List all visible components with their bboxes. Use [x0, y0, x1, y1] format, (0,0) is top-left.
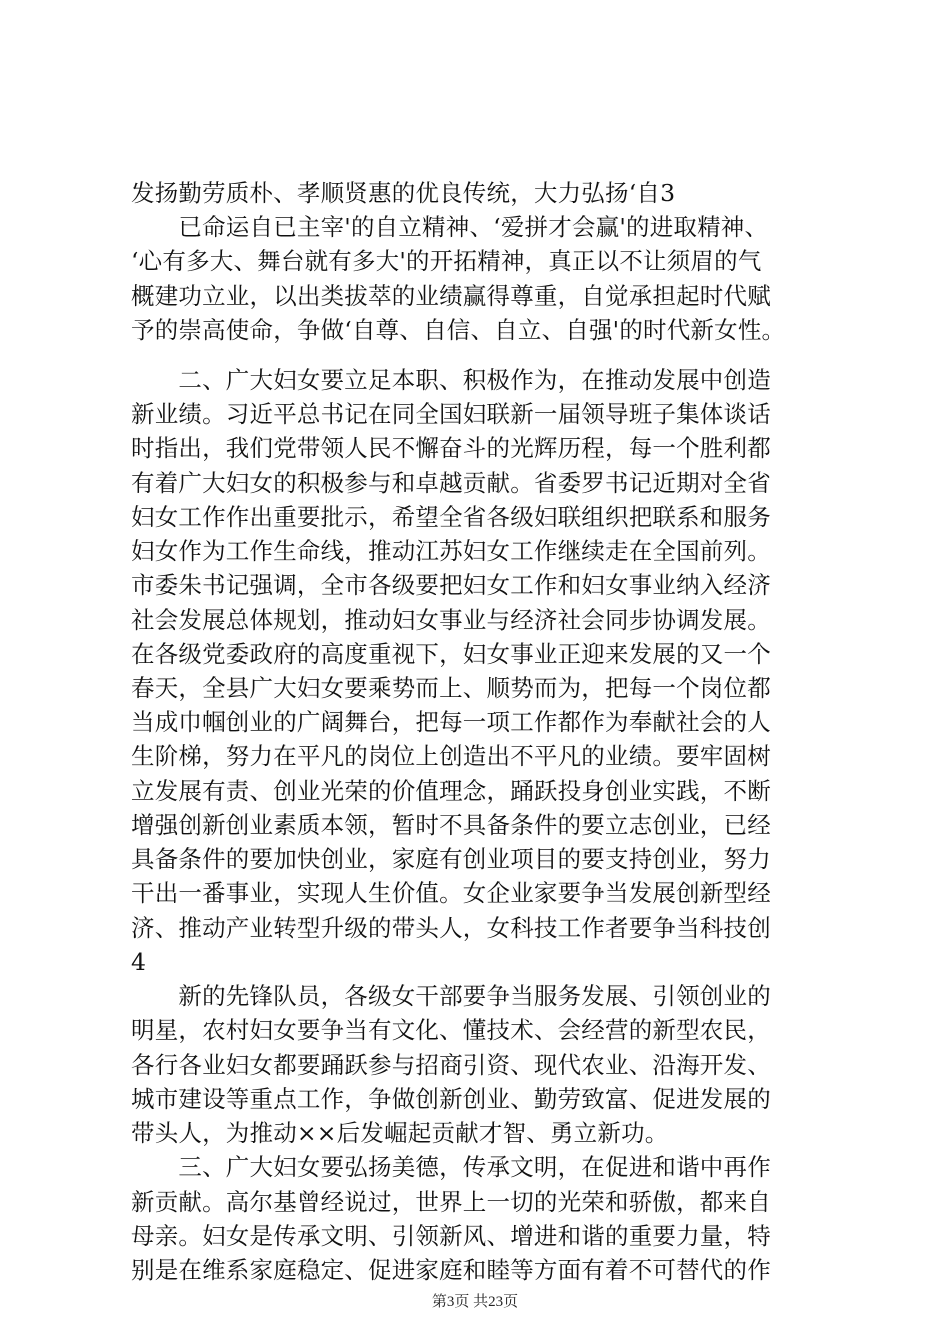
text-line: 干出一番事业，实现人生价值。女企业家要争当发展创新型经 [131, 879, 771, 907]
page-number-marker: 4 [131, 948, 147, 976]
text-line: 概建功立业，以出类拔萃的业绩赢得尊重，自觉承担起时代赋 [131, 282, 771, 310]
text-line: 生阶梯，努力在平凡的岗位上创造出不平凡的业绩。要牢固树 [131, 742, 771, 770]
text-line: 新的先锋队员，各级女干部要争当服务发展、引领创业的 [131, 982, 771, 1010]
text-line: 二、广大妇女要立足本职、积极作为，在推动发展中创造 [131, 366, 771, 394]
text-line: 城市建设等重点工作，争做创新创业、勤劳致富、促进发展的 [131, 1085, 771, 1113]
text-line: 春天，全县广大妇女要乘势而上、顺势而为，把每一个岗位都 [131, 674, 771, 702]
text-line: 各行各业妇女都要踊跃参与招商引资、现代农业、沿海开发、 [131, 1051, 771, 1079]
text-line: 市委朱书记强调，全市各级要把妇女工作和妇女事业纳入经济 [131, 571, 771, 599]
text-line: 发扬勤劳质朴、孝顺贤惠的优良传统，大力弘扬‘自3 [131, 179, 676, 207]
text-line: ‘心有多大、舞台就有多大'的开拓精神，真正以不让须眉的气 [131, 247, 762, 275]
text-line: 带头人，为推动××后发崛起贡献才智、勇立新功。 [131, 1119, 669, 1147]
text-line: 具备条件的要加快创业，家庭有创业项目的要支持创业，努力 [131, 845, 771, 873]
text-line: 三、广大妇女要弘扬美德，传承文明，在促进和谐中再作 [131, 1153, 771, 1181]
text-line: 立发展有责、创业光荣的价值理念，踊跃投身创业实践，不断 [131, 777, 771, 805]
text-line: 新业绩。习近平总书记在同全国妇联新一届领导班子集体谈话 [131, 400, 771, 428]
text-line: 增强创新创业素质本领，暂时不具备条件的要立志创业，已经 [131, 811, 771, 839]
text-line: 时指出，我们党带领人民不懈奋斗的光辉历程，每一个胜利都 [131, 434, 771, 462]
text-line: 济、推动产业转型升级的带头人，女科技工作者要争当科技创 [131, 914, 771, 942]
text-line: 社会发展总体规划，推动妇女事业与经济社会同步协调发展。 [131, 606, 771, 634]
text-line: 已命运自已主宰'的自立精神、‘爱拼才会赢'的进取精神、 [131, 213, 769, 241]
text-line: 妇女作为工作生命线，推动江苏妇女工作继续走在全国前列。 [131, 537, 771, 565]
text-line: 在各级党委政府的高度重视下，妇女事业正迎来发展的又一个 [131, 640, 771, 668]
text-line: 当成巾帼创业的广阔舞台，把每一项工作都作为奉献社会的人 [131, 708, 771, 736]
text-line: 有着广大妇女的积极参与和卓越贡献。省委罗书记近期对全省 [131, 469, 771, 497]
text-line: 新贡献。高尔基曾经说过，世界上一切的光荣和骄傲，都来自 [131, 1188, 771, 1216]
text-line: 予的崇高使命，争做‘自尊、自信、自立、自强'的时代新女性。 [131, 316, 786, 344]
page-footer: 第3页 共23页 [431, 1294, 519, 1310]
text-line: 别是在维系家庭稳定、促进家庭和睦等方面有着不可替代的作 [131, 1256, 771, 1284]
text-line: 妇女工作作出重要批示，希望全省各级妇联组织把联系和服务 [131, 503, 771, 531]
text-line: 明星，农村妇女要争当有文化、懂技术、会经营的新型农民， [131, 1016, 771, 1044]
text-line: 母亲。妇女是传承文明、引领新风、增进和谐的重要力量，特 [131, 1222, 771, 1250]
